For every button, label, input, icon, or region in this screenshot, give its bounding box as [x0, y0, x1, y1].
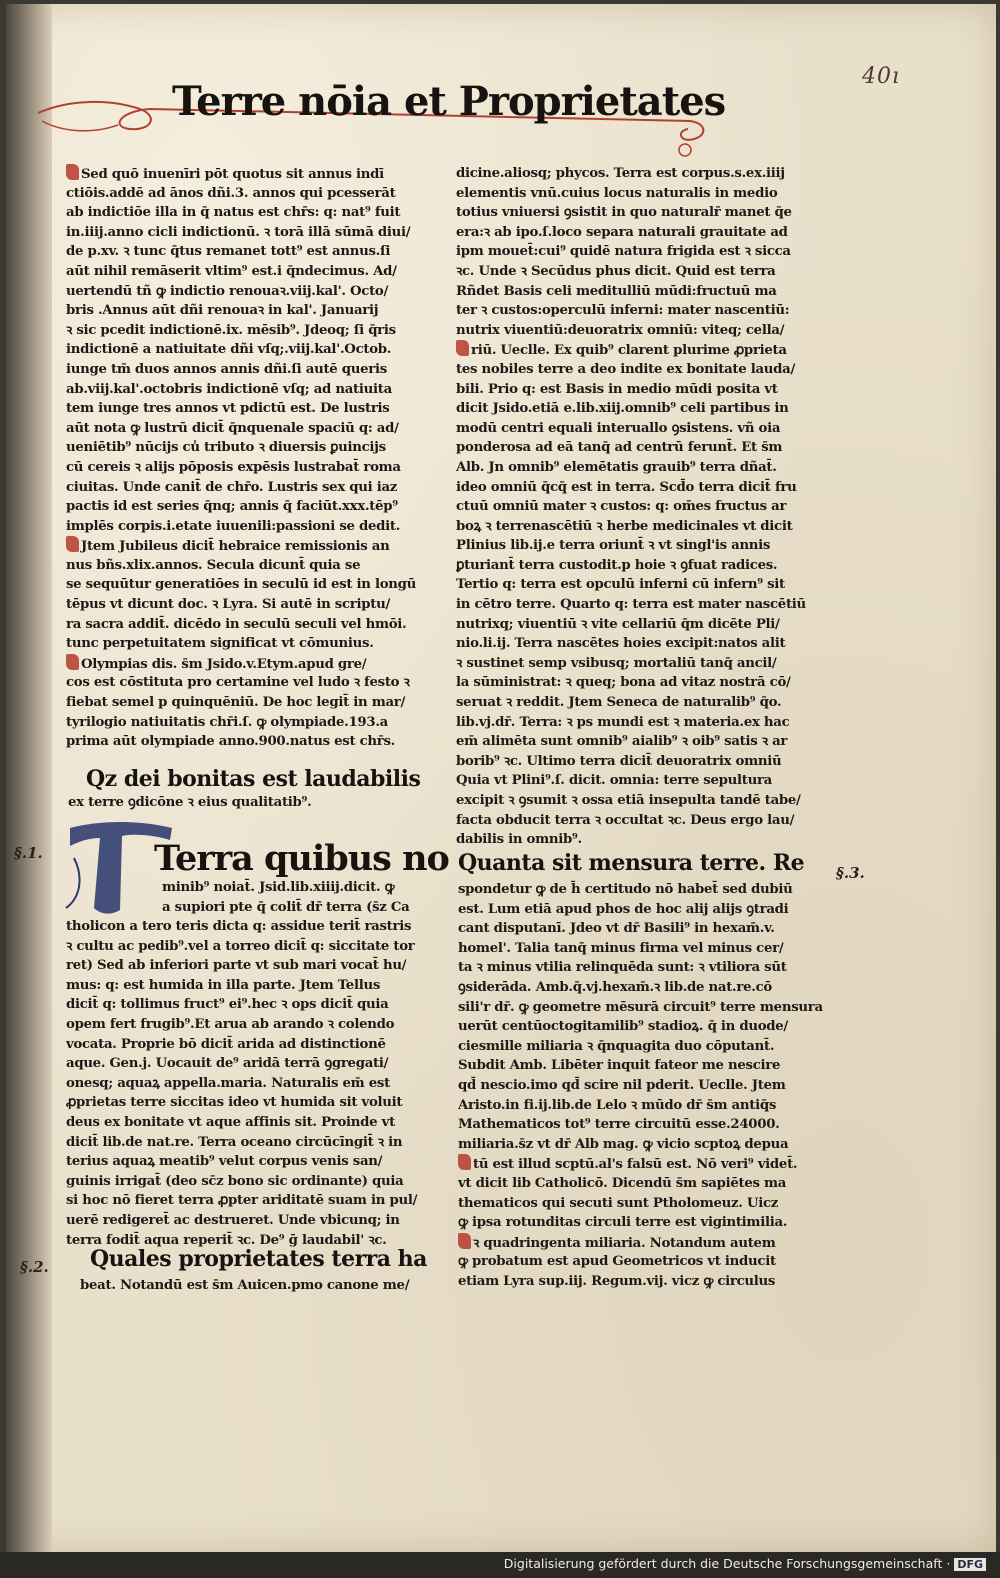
text-line — [456, 282, 828, 302]
text-line-content: ret) Sed ab inferiori parte vt sub mari vocat̄ hu/ — [66, 958, 407, 974]
text-line — [66, 634, 438, 654]
text-line — [66, 1015, 438, 1035]
text-line-content: excipit ꝛ ꝯsumit ꝛ ossa etiā insepulta tandē tabe/ — [456, 793, 801, 808]
text-line — [66, 917, 438, 937]
text-line-content: ciesmille miliaria ꝛ q̄nquagita duo cōputant̄. — [458, 1038, 775, 1054]
text-line-content: thematicos qui secuti sunt Ptholomeuz. Uicz — [458, 1195, 778, 1211]
text-line-content: Olympias dis. s̄m Jsido.v.Etym.apud gre/ — [81, 656, 367, 672]
text-line-content: Quia vt Plini⁹.ſ. dicit. omnia: terre sepultura — [456, 773, 772, 789]
rubric-mark — [458, 1233, 471, 1249]
text-line — [456, 184, 828, 204]
text-line-content: ꝙ probatum est apud Geometricos vt inducit — [458, 1254, 776, 1270]
text-line-content: tes nobiles terre a deo indite ex bonitate lauda/ — [456, 361, 796, 377]
rubric-mark — [66, 164, 79, 180]
text-line-content: indictionē a natiuitate dñi vſq;.viij.kal'.Octob. — [66, 342, 392, 358]
text-line-content: tyrilogio natiuitatis chr̄i.ſ. ꝙ olympiade.193.a — [66, 714, 388, 730]
text-line-content: aūt nota ꝙ lustrū dicit̄ q̄nquenale spaciū q: ad/ — [66, 420, 399, 436]
text-line-content: cū cereis ꝛ alijs pōposis expēsis lustrabat̄ roma — [66, 459, 401, 475]
text-line — [458, 1233, 830, 1253]
text-line — [162, 878, 438, 898]
text-line — [456, 575, 828, 595]
text-line-content: miliaria.s̄z vt dr̄ Alb mag. ꝙ vicio scptoꝝ depua — [458, 1136, 789, 1152]
text-line — [66, 956, 438, 976]
text-line — [66, 282, 438, 302]
text-line — [456, 164, 828, 184]
text-line-content: ciuitas. Unde canit̄ de chr̄o. Lustris sex qui iaz — [66, 479, 398, 495]
text-line — [66, 321, 438, 341]
text-line — [66, 399, 438, 419]
section-marker-3: §.3. — [836, 864, 865, 882]
section-heading-laudabilis: Qz dei bonitas est laudabilis — [86, 766, 421, 792]
text-line-content: ꝙ ipsa rotunditas circuli terre est vigintimilia. — [458, 1215, 788, 1231]
text-line — [66, 1054, 438, 1074]
text-line-content: ra sacra addit̄. dicēdo in seculū seculi vel hmōi. — [66, 616, 407, 632]
text-line-content: ꝑturiant̄ terra custodit.p hoie ꝛ ꝯfuat radices. — [456, 557, 778, 573]
rubric-mark — [458, 1154, 471, 1170]
text-line — [456, 556, 828, 576]
text-line-content: Aristo.in fi.ij.lib.de Lelo ꝛ mūdo dr̄ s̄m antiq̄s — [458, 1097, 777, 1113]
text-line-content: minib⁹ noiat̄. Jsid.lib.xiiij.dicit. ꝙ — [162, 880, 395, 895]
text-line — [456, 242, 828, 262]
text-line-content: ab indictiōe illa in q̄ natus est chr̄s: q: nat⁹ fuit — [66, 205, 401, 221]
text-line-content: beat. Notandū est s̄m Auicen.pmo canone me/ — [80, 1278, 410, 1293]
text-line-content: deus ex bonitate vt aque affinis sit. Proinde vt — [66, 1114, 395, 1130]
section-heading-proprietates: Quales proprietates terra ha — [90, 1246, 427, 1272]
text-line-content: era:ꝛ ab ipo.ſ.loco separa naturali grauitate ad — [456, 224, 788, 240]
text-line-content: Jtem Jubileus dicit̄ hebraice remissionis an — [81, 539, 390, 555]
text-line — [456, 301, 828, 321]
dfg-logo: DFG — [954, 1558, 986, 1571]
text-line-content: si hoc nō fieret terra ꝓpter ariditatē suam in pul/ — [66, 1193, 418, 1209]
text-line-content: opem fert frugib⁹.Et arua ab arando ꝛ colendo — [66, 1016, 395, 1032]
text-line-content: riū. Ueclle. Ex quib⁹ clarent plurime ꝓprieta — [471, 343, 787, 359]
text-line-content: bili. Prio q: est Basis in medio mūdi posita vt — [456, 381, 778, 397]
text-line — [458, 880, 830, 900]
text-line-content: ponderosa ad eā tanq̄ ad centrū ferunt̄. Et s̄m — [456, 440, 783, 456]
text-line — [456, 811, 828, 831]
text-line — [456, 340, 828, 360]
text-line-content: aūt nihil remāserit vltim⁹ est.i q̄ndecimus. Ad/ — [66, 263, 397, 279]
text-line — [66, 595, 438, 615]
text-line — [456, 830, 828, 850]
text-line — [66, 1113, 438, 1133]
section-marker-1: §.1. — [14, 844, 43, 862]
text-line — [66, 615, 438, 635]
text-line — [456, 399, 828, 419]
text-line — [456, 654, 828, 674]
text-line-content: ꝛ quadringenta miliaria. Notandum autem — [473, 1235, 776, 1251]
text-line-content: guinis irrigat̄ (deo sc̄z bono sic ordinante) quia — [66, 1173, 404, 1189]
text-line — [458, 919, 830, 939]
text-line — [66, 1133, 438, 1153]
text-line — [66, 556, 438, 576]
text-line — [162, 898, 438, 918]
text-line-content: cant disputanī. Jdeo vt dr̄ Basili⁹ in hexam̄.v. — [458, 921, 775, 937]
text-line — [66, 673, 438, 693]
text-line-content: borib⁹ ꝛc. Ultimo terra dicit̄ deuoratrix omniū — [456, 753, 782, 769]
text-line-content: lib.vj.dr̄. Terra: ꝛ ps mundi est ꝛ materia.ex hac — [456, 714, 790, 730]
text-line-content: nutrixq; viuentiū ꝛ vite cellariū q̄m dicēte Pli/ — [456, 616, 780, 632]
text-line — [458, 939, 830, 959]
book-gutter — [6, 4, 52, 1552]
text-line — [66, 478, 438, 498]
text-line — [458, 1115, 830, 1135]
text-line — [456, 497, 828, 517]
text-line-content: nutrix viuentiū:deuoratrix omniū: viteq; cella/ — [456, 322, 785, 338]
text-line — [456, 458, 828, 478]
text-line-content: totius vniuersi ꝯsistit in quo naturalr̄ manet q̄e — [456, 205, 792, 221]
text-line — [456, 478, 828, 498]
text-line — [66, 497, 438, 517]
text-line-content: la sūministrat: ꝛ queq; bona ad vitaz nostrā cō/ — [456, 675, 791, 691]
text-line — [456, 752, 828, 772]
text-line — [66, 1074, 438, 1094]
text-line — [66, 301, 438, 321]
text-line-content: ter ꝛ custos:operculū inferni: mater nascentiū: — [456, 303, 790, 319]
text-line — [66, 536, 438, 556]
text-line-content: tem iunge tres annos vt pdictū est. De lustris — [66, 401, 390, 417]
text-line-content: vocata. Proprie bō dicit̄ arida ad distinctionē — [66, 1036, 386, 1052]
left-column-text-2b — [66, 917, 438, 1250]
text-line-content: nus bñs.xlix.annos. Secula dicunt̄ quia se — [66, 557, 361, 573]
text-line — [66, 976, 438, 996]
text-line-content: uertendū tñ ꝙ indictio renouaꝛ.viij.kal'. Octo/ — [66, 283, 389, 299]
text-line-content: tēpus vt dicunt doc. ꝛ Lyra. Si autē in scriptu/ — [66, 597, 391, 613]
text-line — [458, 900, 830, 920]
text-line-content: in.iiij.anno cicli indictionū. ꝛ torā illā sūmā diui/ — [66, 224, 411, 240]
text-line — [458, 1096, 830, 1116]
text-line — [456, 615, 828, 635]
text-line-content: mus: q: est humida in illa parte. Jtem Tellus — [66, 977, 381, 993]
text-line — [456, 713, 828, 733]
text-line — [66, 164, 438, 184]
section-heading-mensura: Quanta sit mensura terre. Re — [458, 850, 805, 876]
text-line — [456, 634, 828, 654]
text-line — [456, 536, 828, 556]
text-line-content: modū centri equali interuallo ꝯsistens. vñ oia — [456, 420, 781, 436]
text-line — [66, 419, 438, 439]
text-line — [456, 321, 828, 341]
text-line-content: dicit̄ q: tollimus fruct⁹ ei⁹.hec ꝛ ops dicit̄ quia — [66, 997, 389, 1013]
text-line — [458, 1017, 830, 1037]
text-line-content: homel'. Talia tanq̄ minus firma vel minus cer/ — [458, 940, 784, 956]
text-line — [66, 242, 438, 262]
text-line — [66, 1093, 438, 1113]
text-line — [456, 595, 828, 615]
left-column-text-3 — [80, 1276, 440, 1296]
text-line-content: cos est cōstituta pro certamine vel ludo ꝛ festo ꝛ — [66, 675, 410, 691]
text-line-content: elementis vnū.cuius locus naturalis in medio — [456, 185, 778, 201]
footer-credit: Digitalisierung gefördert durch die Deutsche Forschungsgemeinschaft · DFG — [504, 1556, 986, 1571]
text-line — [66, 713, 438, 733]
text-line-content: etiam Lyra sup.iij. Regum.vij. vicz ꝙ circulus — [458, 1273, 776, 1289]
text-line — [66, 654, 438, 674]
text-line-content: Plinius lib.ij.e terra oriunt̄ ꝛ vt singl'is annis — [456, 538, 771, 554]
text-line-content: Subdit Amb. Libēter inquit fateor me nescire — [458, 1058, 781, 1074]
text-line-content: a supiori pte q̄ colit̄ dr̄ terra (s̄z Ca — [162, 899, 410, 915]
text-line-content: iunge tm̄ duos annos annis dñi.ſi autē queris — [66, 361, 387, 377]
page-title: Terre nōia et Proprietates — [172, 78, 726, 125]
text-line — [66, 360, 438, 380]
text-line — [66, 1035, 438, 1055]
text-line — [458, 1194, 830, 1214]
section-subheading: ex terre ꝯdicōne ꝛ eius qualitatib⁹. — [68, 795, 312, 810]
text-line — [66, 203, 438, 223]
rubric-mark — [456, 340, 469, 356]
text-line-content: seruat ꝛ reddit. Jtem Seneca de naturalib⁹ q̄o. — [456, 695, 782, 711]
text-line — [458, 1135, 830, 1155]
text-line-content: ipm mouet̄:cui⁹ quidē natura frigida est ꝛ sicca — [456, 244, 791, 260]
text-line-content: tholicon a tero teris dicta q: assidue terit̄ rastris — [66, 919, 412, 934]
text-line — [66, 732, 438, 752]
section-marker-2: §.2. — [20, 1258, 49, 1276]
text-line-content: bris .Annus aūt dñi renouaꝛ in kal'. Januarij — [66, 303, 379, 319]
text-line — [66, 262, 438, 282]
text-line — [458, 958, 830, 978]
text-line-content: ꝛ sic pcedit indictionē.ix. mēsib⁹. Jdeoq; ſi q̄ris — [66, 322, 396, 338]
text-line — [66, 340, 438, 360]
rubric-mark — [66, 654, 79, 670]
text-line — [456, 223, 828, 243]
text-line — [66, 458, 438, 478]
text-line-content: facta obducit terra ꝛ occultat ꝛc. Deus ergo lau/ — [456, 812, 795, 828]
text-line — [66, 184, 438, 204]
text-line-content: se sequūtur generatiōes in seculū id est in longū — [66, 577, 417, 593]
text-line — [66, 1211, 438, 1231]
text-line-content: nio.li.ij. Terra nascētes hoies excipit:natos alit — [456, 636, 786, 652]
text-line-content: aque. Gen.j. Uocauit de⁹ aridā terrā ꝯgregati/ — [66, 1056, 389, 1072]
text-line-content: est. Lum etiā apud phos de hoc alij alijs ꝯtradi — [458, 901, 789, 917]
text-line-content: ꝛ sustinet semp vsibusq; mortaliū tanq̄ ancil/ — [456, 655, 777, 671]
text-line — [66, 223, 438, 243]
text-line-content: terra fodit̄ aqua reperit̄ ꝛc. De⁹ ḡ laudabil' ꝛc. — [66, 1232, 387, 1248]
text-line — [456, 732, 828, 752]
text-line — [66, 995, 438, 1015]
text-line — [456, 262, 828, 282]
text-line-content: qd̄ nescio.imo qd̄ scire nil pderit. Ueclle. Jtem — [458, 1077, 786, 1093]
text-line-content: terius aquaꝝ meatib⁹ velut corpus venis san/ — [66, 1154, 383, 1170]
text-line — [458, 1154, 830, 1174]
text-line-content: onesq; aquaꝝ appella.maria. Naturalis em̄ est — [66, 1075, 390, 1091]
text-line-content: Tertio q: terra est opculū inferni cū infern⁹ sit — [456, 577, 785, 593]
big-heading-terra: Terra quibus no — [154, 838, 449, 879]
text-line — [66, 517, 438, 537]
text-line-content: sili'r dr̄. ꝙ geometre mēsurā circuit⁹ terre mensura — [458, 999, 823, 1015]
text-line — [456, 673, 828, 693]
text-line-content: in cētro terre. Quarto q: terra est mater nascētiū — [456, 597, 806, 613]
text-line — [66, 693, 438, 713]
text-line — [458, 1272, 830, 1292]
text-line-content: vt dicit lib Catholicō. Dicendū s̄m sapiētes ma — [458, 1175, 787, 1191]
text-line-content: ctiōis.addē ad ānos dñi.3. annos qui pcesserāt — [66, 185, 396, 201]
text-line-content: ctuū omniū mater ꝛ custos: q: om̄es fructus ar — [456, 499, 787, 515]
folio-number: 40ı — [862, 64, 901, 89]
text-line — [66, 380, 438, 400]
text-line-content: pactis id est series q̄nq; annis q̄ faciūt.xxx.tēp⁹ — [66, 499, 398, 515]
text-line — [456, 693, 828, 713]
text-line-content: de p.xv. ꝛ tunc q̄tus remanet tott⁹ est annus.ſi — [66, 244, 391, 260]
left-column-text-1 — [66, 164, 438, 752]
text-line — [458, 1037, 830, 1057]
text-line-content: ta ꝛ minus vtilia relinquēda sunt: ꝛ vtiliora sūt — [458, 960, 787, 976]
text-line-content: uerē redigeret̄ ac destrueret. Unde vbicunq; in — [66, 1212, 400, 1228]
footer-credit-text: Digitalisierung gefördert durch die Deutsche Forschungsgemeinschaft — [503, 1556, 943, 1571]
left-column-text-2a — [162, 878, 438, 917]
text-line-content: ꝓprietas terre siccitas ideo vt humida sit voluit — [66, 1095, 403, 1111]
text-line — [458, 978, 830, 998]
text-line — [456, 419, 828, 439]
text-line — [456, 380, 828, 400]
text-line-content: implēs corpis.i.etate iuuenili:passioni se dedit. — [66, 518, 401, 534]
text-line — [456, 791, 828, 811]
text-line — [66, 575, 438, 595]
text-line — [458, 1056, 830, 1076]
text-line — [80, 1276, 440, 1296]
text-line — [66, 937, 438, 957]
text-line-content: dabilis in omnib⁹. — [456, 832, 582, 848]
text-line-content: boꝝ ꝛ terrenascētiū ꝛ herbe medicinales vt dicit — [456, 518, 793, 534]
text-line-content: em̄ alimēta sunt omnib⁹ aialib⁹ ꝛ oib⁹ satis ꝛ ar — [456, 734, 788, 750]
text-line-content: ꝛ cultu ac pedib⁹.vel a torreo dicit̄ q: siccitate tor — [66, 938, 415, 954]
text-line — [66, 1172, 438, 1192]
right-column-text-1 — [456, 164, 828, 850]
text-line-content: spondetur ꝙ de h̄ certitudo nō habet̄ sed dubiū — [458, 882, 793, 897]
text-line — [456, 438, 828, 458]
text-line-content: dicit̄ lib.de nat.re. Terra oceano circūcīngit̄ ꝛ in — [66, 1134, 403, 1150]
text-line-content: ꝯsiderāda. Amb.q̄.vj.hexam̄.ꝛ lib.de nat.re.cō — [458, 979, 772, 995]
text-line — [458, 1213, 830, 1233]
text-line-content: Alb. Jn omnib⁹ elemētatis grauib⁹ terra dñat̄. — [456, 459, 777, 475]
text-line-content: tunc perpetuitatem significat vt cōmunius. — [66, 636, 374, 652]
text-line-content: tū est illud scptū.al's falsū est. Nō veri⁹ videt̄. — [473, 1157, 798, 1173]
text-line — [456, 771, 828, 791]
text-line-content: ueniētib⁹ nūcijs cu̾ tributo ꝛ diuersis ꝑuincijs — [66, 440, 386, 456]
text-line-content: ꝛc. Unde ꝛ Secūdus phus dicit. Quid est terra — [456, 263, 776, 279]
text-line — [456, 203, 828, 223]
text-line-content: ideo omniū q̄cq̄ est in terra. Scd̄o terra dicit̄ fru — [456, 479, 797, 495]
text-line — [66, 1191, 438, 1211]
text-line-content: ab.viij.kal'.octobris indictionē vſq; ad natiuita — [66, 381, 392, 397]
text-line-content: prima aūt olympiade anno.900.natus est chr̄s. — [66, 734, 396, 750]
text-line — [458, 1252, 830, 1272]
text-line-content: uerūt centūoctogitamilib⁹ stadioꝝ. q̄ in duode/ — [458, 1019, 788, 1035]
text-line — [456, 517, 828, 537]
text-line-content: dicine.aliosq; phycos. Terra est corpus.s.ex.iiij — [456, 166, 785, 181]
text-line — [458, 1076, 830, 1096]
right-column-text-2 — [458, 880, 830, 1291]
text-line-content: Sed quō inuenīri pōt quotus sit annus indī — [81, 167, 384, 182]
text-line-content: dicit Jsido.etiā e.lib.xiij.omnib⁹ celi partibus in — [456, 401, 789, 417]
text-line — [458, 998, 830, 1018]
text-line-content: Mathematicos tot⁹ terre circuitū esse.24000. — [458, 1117, 780, 1133]
text-line — [456, 360, 828, 380]
text-line-content: fiebat semel p quinquēniū. De hoc legit̄ in mar/ — [66, 695, 406, 711]
rubric-mark — [66, 536, 79, 552]
text-line — [66, 1152, 438, 1172]
text-line — [66, 438, 438, 458]
text-line — [458, 1174, 830, 1194]
text-line-content: Rñdet Basis celi meditulliū mūdi:fructuū ma — [456, 283, 777, 299]
